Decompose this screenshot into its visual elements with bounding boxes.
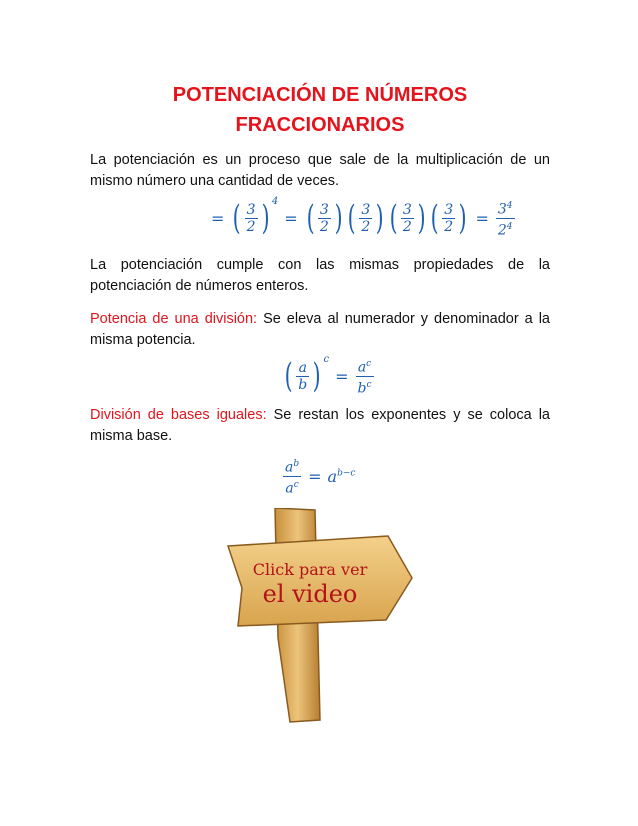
result-fraction	[356, 356, 374, 396]
equation-power-expansion	[205, 198, 516, 238]
denominator: b	[298, 376, 308, 393]
property-division-power	[90, 309, 550, 351]
equals-sign: =	[475, 208, 489, 228]
property-label: Potencia de una división:	[90, 311, 258, 327]
close-paren: )	[375, 198, 384, 239]
equals-sign: =	[308, 466, 322, 486]
equals-sign: =	[335, 366, 349, 386]
numerator: a	[298, 359, 307, 376]
numerator: 3	[444, 201, 454, 218]
open-paren: (	[233, 198, 242, 239]
fraction	[442, 202, 455, 235]
close-paren: )	[458, 198, 467, 239]
open-paren: (	[430, 198, 439, 239]
denominator: 2	[361, 218, 371, 235]
page-title-line-2: FRACCIONARIOS	[235, 114, 405, 136]
open-paren: (	[306, 198, 315, 239]
denominator: 2	[246, 218, 256, 235]
result-numerator: $3^4$	[497, 201, 513, 218]
equals-sign: =	[284, 208, 298, 228]
close-paren: )	[417, 198, 426, 239]
denominator: 2	[402, 218, 412, 235]
result-fraction	[496, 198, 515, 238]
fraction	[318, 202, 331, 235]
exponent: 4	[271, 196, 279, 207]
numerator: $a^b$	[285, 459, 300, 476]
fraction	[245, 202, 258, 235]
intro-paragraph: La potenciación es un proceso que sale de la multiplicación de un mismo número una cantidad de veces.	[90, 152, 550, 189]
close-paren: )	[312, 356, 321, 397]
open-paren: (	[284, 356, 293, 397]
equals-sign: =	[211, 208, 225, 228]
page-title	[90, 80, 550, 140]
result-power: $a^{b-c}$	[327, 466, 356, 486]
result-numerator: $a^c$	[357, 359, 372, 376]
close-paren: )	[261, 198, 270, 239]
open-paren: (	[347, 198, 356, 239]
result-denominator: $b^c$	[356, 376, 374, 397]
sign-text-line-1: Click para ver	[252, 560, 368, 579]
fraction	[359, 202, 372, 235]
property-text: Se eleva al numerador y denominador a la misma potencia.	[90, 311, 550, 348]
numerator: 3	[361, 201, 371, 218]
denominator: 2	[319, 218, 329, 235]
close-paren: )	[334, 198, 343, 239]
fraction	[401, 202, 414, 235]
sign-text-line-2: el video	[262, 580, 358, 608]
property-text: Se restan los exponentes y se coloca la misma base.	[90, 407, 550, 444]
property-label: División de bases iguales:	[90, 407, 267, 423]
page-title-line-1: POTENCIACIÓN DE NÚMEROS	[172, 84, 468, 106]
fraction	[283, 456, 301, 496]
fraction	[296, 360, 309, 393]
equation-division-power	[282, 356, 375, 396]
numerator: 3	[319, 201, 329, 218]
denominator: 2	[444, 218, 454, 235]
equation-same-base-division	[282, 456, 355, 496]
result-denominator: $2^4$	[496, 218, 515, 239]
video-signpost[interactable]	[220, 508, 420, 723]
property-same-base-division	[90, 405, 550, 447]
numerator: 3	[402, 201, 412, 218]
properties-paragraph: La potenciación cumple con las mismas propiedades de la potenciación de números enteros.	[90, 257, 550, 294]
exponent: c	[323, 354, 330, 365]
denominator: $a^c$	[283, 476, 300, 497]
numerator: 3	[246, 201, 256, 218]
open-paren: (	[389, 198, 398, 239]
